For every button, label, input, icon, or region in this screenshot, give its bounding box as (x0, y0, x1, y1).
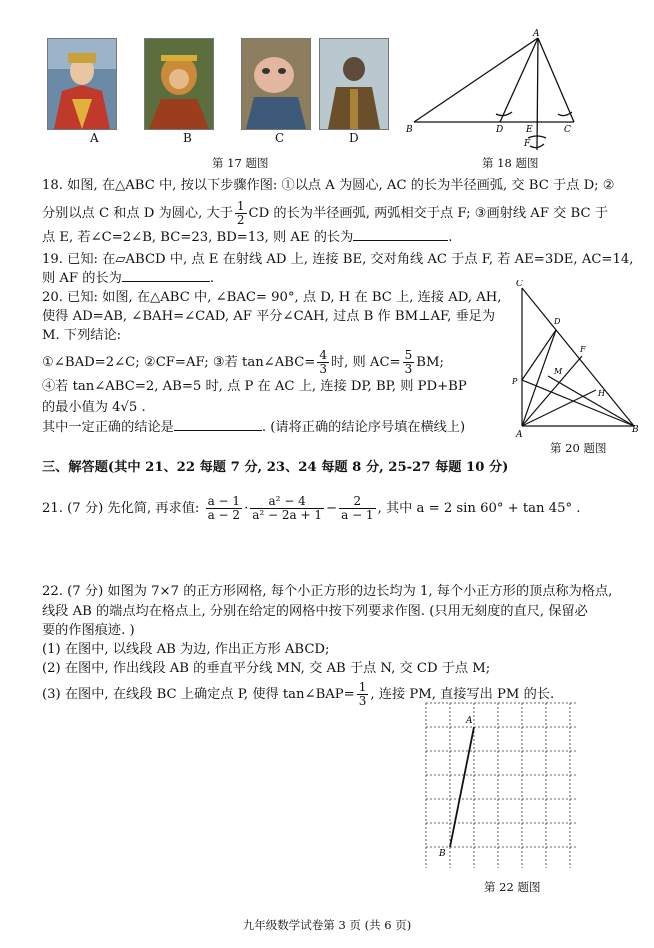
q20-c1: ①∠BAD=2∠C; ②CF=AF; ③若 tan∠ABC= (42, 355, 316, 370)
q19-line2 (42, 269, 214, 289)
fig20-line-pd (522, 330, 556, 380)
q21-frac2-num: a² − 4 (250, 495, 324, 509)
q20-answer-prefix: 其中一定正确的结论是 (42, 420, 174, 435)
photo-d (319, 38, 389, 130)
q22-frac-num: 1 (358, 680, 367, 694)
q21-frac1-num: a − 1 (207, 494, 241, 508)
fig20-caption: 第 20 题图 (550, 441, 607, 455)
page-footer: 九年级数学试卷第 3 页 (共 6 页) (242, 918, 412, 932)
q20-frac-ac-num: 5 (404, 348, 413, 362)
fig20-line-bm (548, 376, 634, 426)
fig22-point-b: B (439, 849, 446, 859)
q20-frac-ac-den: 3 (404, 362, 413, 376)
q22-step3-a: (3) 在图中, 在线段 BC 上确定点 P, 使得 tan∠BAP= (42, 687, 355, 702)
q21-line (42, 492, 581, 526)
section3-heading: 三、解答题(其中 21、22 每题 7 分, 23、24 每题 8 分, 25-27 每题 10 分) (42, 460, 509, 475)
q18-answer-blank[interactable] (353, 228, 448, 241)
fig18-point-e: E (526, 125, 533, 135)
fig17-caption: 第 17 题图 (212, 156, 269, 170)
q20-conclusions-1-3 (42, 349, 444, 376)
fig18-point-c: C (564, 125, 571, 135)
q20-frac-tan-num: 4 (319, 348, 327, 362)
q22-line3: 要的作图痕迹. ) (42, 623, 135, 638)
q20-frac-ac (403, 349, 415, 376)
q21-frac1 (206, 495, 242, 522)
fig20-point-a: A (516, 430, 523, 440)
fig22-point-a: A (466, 716, 473, 726)
q19-line2-text: 则 AF 的长为 (42, 271, 122, 286)
fig20-line-pb (522, 380, 634, 426)
fig20-point-m: M (554, 367, 563, 376)
q20-line1: 20. 已知: 如图, 在△ABC 中, ∠BAC= 90°, 点 D, H 在 BC 上, 连接 AD, AH, (42, 290, 502, 305)
fig18-point-f: F (524, 139, 531, 149)
q20-frac-tan (317, 349, 329, 376)
q18-line3 (42, 228, 453, 248)
q21-dot: · (244, 501, 249, 516)
q21-prefix: 21. (7 分) 先化简, 再求值: (42, 501, 200, 516)
q20-answer-blank[interactable] (174, 418, 262, 431)
q20-frac-tan-den: 3 (319, 362, 327, 376)
q22-frac (357, 681, 369, 708)
q22-line1: 22. (7 分) 如图为 7×7 的正方形网格, 每个小正方形的边长均为 1, 每个小正方形的顶点称为格点, (42, 584, 613, 599)
q21-suffix: , 其中 a = 2 sin 60° + tan 45° . (377, 501, 581, 516)
q20-c1-mid: 时, 则 AC= (330, 355, 401, 370)
fig18-side-ac (538, 38, 574, 122)
q19-answer-blank[interactable] (122, 269, 210, 282)
q18-line2-a: 分别以点 C 和点 D 为圆心, 大于 (42, 206, 233, 221)
fig22-caption: 第 22 题图 (484, 880, 541, 894)
q22-step2: (2) 在图中, 作出线段 AB 的垂直平分线 MN, 交 AB 于点 N, 交 CD 于点 M; (42, 661, 491, 676)
q18-line3-a: 点 E, 若∠C=2∠B, BC=23, BD=13, 则 AE 的长为 (42, 230, 354, 245)
q21-frac2-den: a² − 2a + 1 (252, 508, 323, 522)
q20-conclusion-4: ④若 tan∠ABC=2, AB=5 时, 点 P 在 AC 上, 连接 DP, BP, 则 PD+BP (42, 379, 467, 394)
photo-a (47, 38, 117, 130)
q20-conclusion-4-min: 的最小值为 4√5 . (42, 400, 146, 415)
fig18-diagram (400, 28, 590, 158)
q22-step1: (1) 在图中, 以线段 AB 为边, 作出正方形 ABCD; (42, 642, 330, 657)
q18-line2-b: CD 的长为半径画弧, 两弧相交于点 F; ③画射线 AF 交 BC 于 (248, 206, 608, 221)
fig18-caption: 第 18 题图 (482, 156, 539, 170)
q22-step3-b: , 连接 PM, 直接写出 PM 的长. (370, 687, 555, 702)
fig20-point-p: P (512, 377, 518, 386)
q18-frac-numerator: 1 (236, 199, 245, 213)
q18-fraction (235, 200, 247, 227)
fig20-point-b: B (632, 425, 639, 435)
q18-line2 (42, 200, 608, 227)
fig18-point-a: A (533, 29, 540, 39)
q20-line3: M. 下列结论: (42, 328, 122, 343)
fig18-point-d: D (496, 125, 504, 135)
photo-c (241, 38, 311, 130)
q22-frac-den: 3 (358, 694, 367, 708)
q19-line2-end: . (209, 271, 215, 286)
q21-frac3 (339, 495, 375, 522)
photo-b (144, 38, 214, 130)
q21-minus: − (326, 501, 338, 516)
fig18-ray-af (537, 38, 538, 150)
fig20-point-c: C (516, 280, 523, 289)
fig18-point-b: B (406, 125, 413, 135)
fig17-label-d: D (349, 131, 359, 145)
q21-frac2 (250, 495, 324, 522)
q21-frac3-num: 2 (339, 495, 375, 509)
fig22-grid[interactable] (420, 696, 578, 868)
q19-line1: 19. 已知: 在▱ABCD 中, 点 E 在射线 AD 上, 连接 BE, 交对角线 AC 于点 F, 若 AE=3DE, AC=14, (42, 252, 634, 267)
q20-line2: 使得 AD=AB, ∠BAH=∠CAD, AF 平分∠CAH, 过点 B 作 BM⊥AF, 垂足为 (42, 309, 496, 324)
q18-frac-denominator: 2 (236, 213, 245, 227)
q22-line2: 线段 AB 的端点均在格点上, 分别在给定的网格中按下列要求作图. (只用无刻度的直尺, 保留必 (42, 604, 588, 619)
q18-line1: 18. 如图, 在△ABC 中, 按以下步骤作图: ①以点 A 为圆心, AC 的长为半径画弧, 交 BC 于点 D; ② (42, 178, 615, 193)
fig20-point-d: D (554, 317, 561, 326)
fig20-point-h: H (598, 389, 605, 398)
fig20-point-f: F (580, 345, 586, 354)
q21-frac3-den: a − 1 (341, 508, 374, 522)
fig20-side-bc (522, 288, 634, 426)
fig22-segment-ab (450, 727, 474, 847)
q20-c1-end: BM; (416, 355, 444, 370)
q21-frac1-den: a − 2 (207, 508, 241, 522)
fig17-label-c: C (275, 131, 285, 145)
q18-line3-b: . (448, 230, 453, 245)
q20-answer-line (42, 418, 465, 438)
fig17-label-a: A (90, 131, 99, 145)
fig20-diagram (508, 280, 648, 440)
q20-answer-suffix: . (请将正确的结论序号填在横线上) (261, 420, 466, 435)
fig17-label-b: B (183, 131, 192, 145)
